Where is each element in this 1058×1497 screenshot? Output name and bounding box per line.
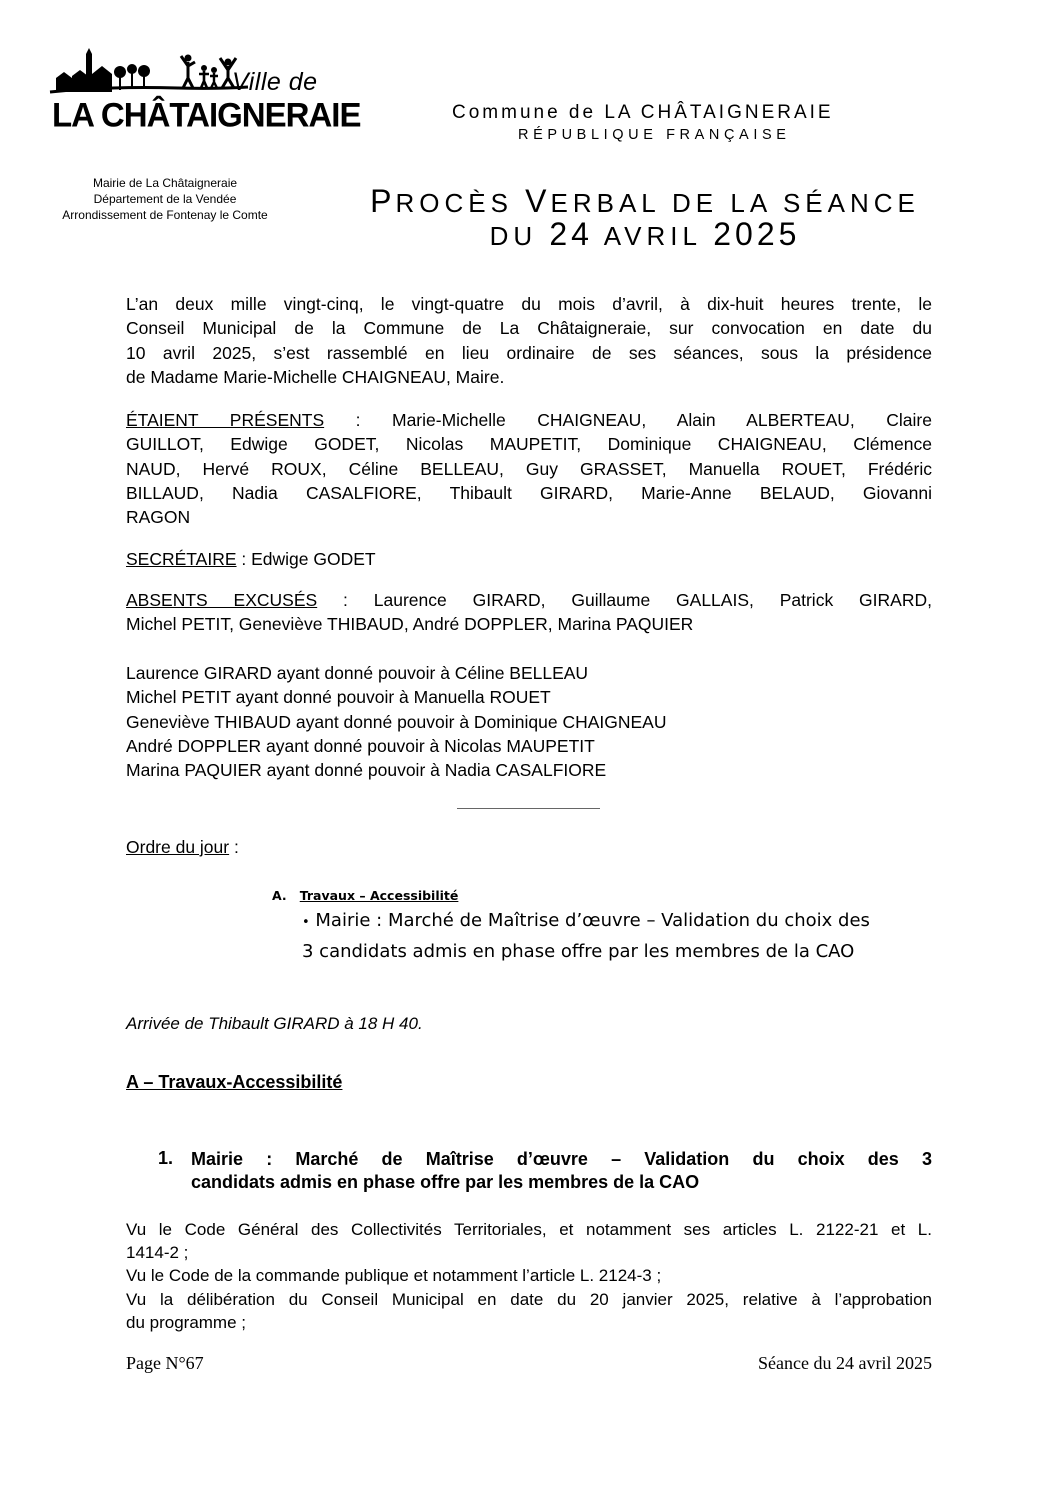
visa-line: Vu le Code de la commande publique et notamment l’article L. 2124-3 ;	[126, 1266, 662, 1286]
document-title-line2	[300, 216, 990, 253]
footer-page-number: Page N°67	[126, 1353, 204, 1373]
visas-paragraph	[126, 1218, 932, 1334]
pouvoir-item: Michel PETIT ayant donné pouvoir à Manuella ROUET	[126, 687, 551, 708]
footer-seance-date: Séance du 24 avril 2025	[758, 1353, 932, 1373]
section-heading-a: A – Travaux-Accessibilité	[126, 1072, 343, 1092]
arrivee-note: Arrivée de Thibault GIRARD à 18 H 40.	[126, 1014, 423, 1033]
visa-line: Vu la délibération du Conseil Municipal en date du 20 janvier 2025, relative à l’approbation	[126, 1289, 932, 1309]
intro-line: de Madame Marie-Michelle CHAIGNEAU, Maire.	[126, 366, 505, 387]
item-title	[191, 1148, 932, 1194]
secretaire-value: : Edwige GODET	[236, 549, 376, 569]
secretaire-paragraph	[126, 547, 932, 571]
intro-line: Conseil Municipal de la Commune de La Châtaigneraie, sur convocation en date du	[126, 318, 932, 339]
pouvoir-item: Geneviève THIBAUD ayant donné pouvoir à Dominique CHAIGNEAU	[126, 711, 667, 732]
pouvoir-item: Laurence GIRARD ayant donné pouvoir à Céline BELLEAU	[126, 663, 589, 683]
visa-line: Vu le Code Général des Collectivités Territoriales, et notamment ses articles L. 2122-21 et L.	[126, 1220, 932, 1239]
header-republique: RÉPUBLIQUE FRANÇAISE	[518, 127, 791, 143]
bullet-icon: •	[302, 915, 310, 930]
agenda-letter: A.	[272, 888, 287, 903]
title-initial-v: V	[525, 183, 551, 219]
header-commune: Commune de LA CHÂTAIGNERAIE	[452, 102, 834, 123]
presents-first-line: : Marie-Michelle CHAIGNEAU, Alain ALBERTEAU, Claire	[324, 410, 932, 430]
intro-paragraph	[126, 292, 932, 389]
ordre-suffix: :	[229, 837, 239, 857]
title-rest-2: ERBAL DE LA SÉANCE	[550, 188, 920, 218]
title-day: 24	[549, 216, 593, 252]
presents-line: BILLAUD, Nadia CASALFIORE, Thibault GIRARD, Marie-Anne BELAUD, Giovanni	[126, 482, 932, 503]
visa-line: 1414-2 ;	[126, 1243, 189, 1263]
pouvoir-item: André DOPPLER ayant donné pouvoir à Nicolas MAUPETIT	[126, 735, 595, 756]
title-du: DU	[489, 221, 550, 251]
title-month: AVRIL	[592, 221, 714, 251]
presents-line: GUILLOT, Edwige GODET, Nicolas MAUPETIT, Dominique CHAIGNEAU, Clémence	[126, 434, 932, 455]
logo-town-name: LA CHÂTAIGNERAIE	[52, 95, 361, 134]
secretaire-label: SECRÉTAIRE	[126, 549, 237, 569]
logo-ville-text: Ville de	[232, 68, 318, 96]
presents-label: ÉTAIENT PRÉSENTS	[126, 410, 325, 430]
absents-line: Michel PETIT, Geneviève THIBAUD, André DOPPLER, Marina PAQUIER	[126, 614, 694, 635]
pouvoir-item: Marina PAQUIER ayant donné pouvoir à Nadia CASALFIORE	[126, 760, 607, 781]
agenda-item-text: Mairie : Marché de Maîtrise d’œuvre – Validation du choix des	[309, 910, 870, 931]
title-rest-1: ROCÈS	[395, 188, 526, 218]
agenda-item-line1	[302, 910, 870, 931]
separator-line	[457, 808, 600, 809]
pouvoirs-list	[126, 661, 932, 782]
presents-line: NAUD, Hervé ROUX, Céline BELLEAU, Guy GRASSET, Manuella ROUET, Frédéric	[126, 458, 932, 479]
item-number: 1.	[158, 1148, 174, 1168]
agenda-heading	[272, 888, 458, 903]
address-mairie: Mairie de La Châtaigneraie	[92, 176, 238, 190]
absents-first-line: : Laurence GIRARD, Guillaume GALLAIS, Patrick GIRARD,	[317, 590, 932, 610]
visa-line: du programme ;	[126, 1312, 246, 1332]
intro-line: L’an deux mille vingt-cinq, le vingt-quatre du mois d’avril, à dix-huit heures trente, le	[126, 294, 932, 314]
absents-label: ABSENTS EXCUSÉS	[126, 590, 318, 610]
address-arrondissement: Arrondissement de Fontenay le Comte	[62, 208, 268, 222]
agenda-heading-text: Travaux – Accessibilité	[299, 888, 459, 903]
item-title-line: Mairie : Marché de Maîtrise d’œuvre – Validation du choix des 3	[191, 1149, 932, 1169]
title-year: 2025	[713, 216, 801, 252]
ordre-du-jour	[126, 837, 239, 858]
intro-line: 10 avril 2025, s’est rassemblé en lieu ordinaire de ses séances, sous la présidence	[126, 342, 932, 363]
absents-paragraph	[126, 588, 932, 637]
ordre-label: Ordre du jour	[126, 837, 230, 857]
item-title-line: candidats admis en phase offre par les membres de la CAO	[191, 1172, 700, 1192]
presents-line: RAGON	[126, 507, 191, 528]
title-initial-p: P	[370, 183, 396, 219]
document-title-line1	[300, 183, 990, 220]
agenda-item-line2: 3 candidats admis en phase offre par les membres de la CAO	[302, 941, 855, 962]
address-departement: Département de la Vendée	[93, 192, 237, 206]
presents-paragraph	[126, 408, 932, 529]
